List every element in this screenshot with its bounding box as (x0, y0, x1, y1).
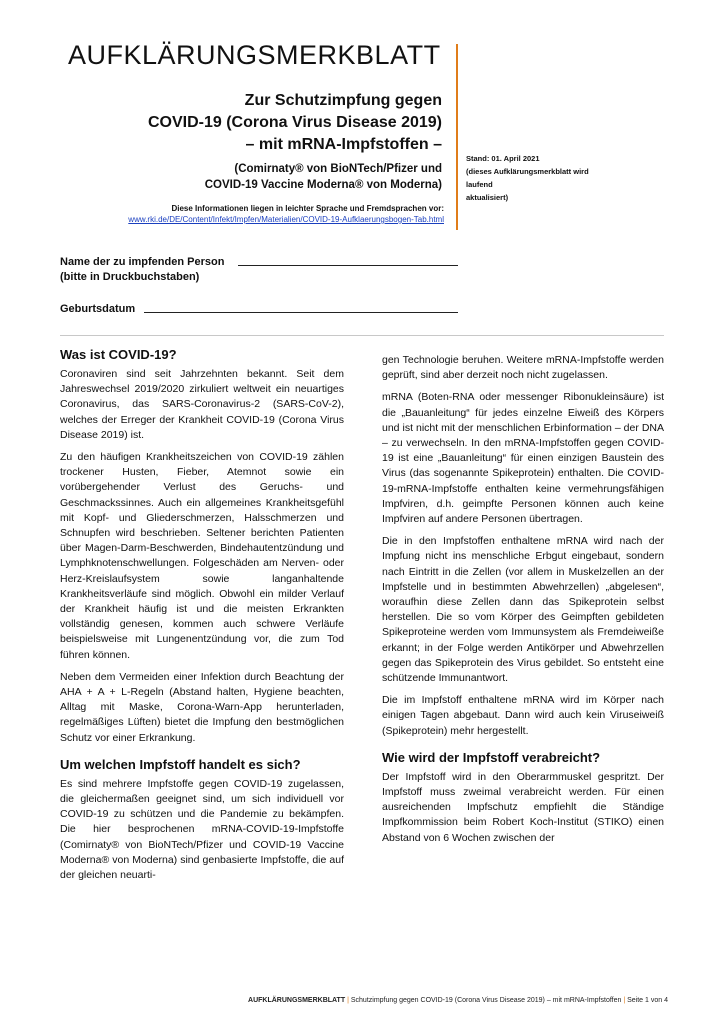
paragraph: Neben dem Vermeiden einer Infektion durch Beachtung der AHA + A + L-Regeln (Abstand halten, Hygiene beachten, Alltag mit Maske, Corona-Warn-App herunterladen, regelmäßiges Lüften) bietet die Impfung den bestmöglichen Schutz vor einer Erkrankung. (60, 670, 344, 744)
section-heading-what-is-covid: Was ist COVID-19? (60, 347, 177, 362)
version-note (466, 152, 606, 204)
footer-subtitle: Schutzimpfung gegen COVID-19 (Corona Virus Disease 2019) – mit mRNA-Impfstoffen (350, 997, 622, 1004)
footer-separator: | (623, 997, 626, 1004)
info-link[interactable]: www.rki.de/DE/Content/Infekt/Impfen/Materialien/COVID-19-Aufklaerungsbogen-Tab.html (128, 215, 444, 224)
language-info: Diese Informationen liegen in leichter Sprache und Fremdsprachen vor: (171, 204, 444, 213)
paragraph: Die in den Impfstoffen enthaltene mRNA wird nach der Impfung nicht ins menschliche Erbgut eingebaut, sondern nach Eintritt in die Zellen (vor allem in Muskelzellen an der Impfstelle und in bestimmten Abwehrzellen) „abgelesen“, woraufhin diese Zellen dann das Spikeprotein selbst herstellen. Die so vom Körper des Geimpften gebildeten Spikeproteine werden vom Immunsystem als Fremdeiweiße erkannt; in der Folge werden Antikörper und Abwehrzellen gegen das Spikeprotein des Virus gebildet. So entsteht eine schützende Immunantwort. (382, 535, 664, 685)
name-field-hint: (bitte in Druckbuchstaben) (60, 271, 200, 283)
footer-separator: | (347, 997, 349, 1004)
name-field[interactable] (238, 265, 458, 266)
paragraph: Der Impfstoff wird in den Oberarmmuskel gespritzt. Der Impfstoff muss zweimal verabreicht werden. Für einen ausreichenden Impfschutz empfiehlt die Ständige Impfkommission beim Robert Koch-Institut (STIKO) einen Abstand von 6 Wochen zwischen der (382, 770, 664, 844)
paragraph: Es sind mehrere Impfstoffe gegen COVID-19 zugelassen, die gleichermaßen geeignet sind, um sich individuell vor COVID-19 zu schützen und die Pandemie zu bekämpfen. Die hier besprochenen mRNA-COVID-19-Impfstoffe (Comirnaty® von BioNTech/Pfizer und COVID-19 Vaccine Moderna® von Moderna) sind genbasierte Impfstoffe, die auf der gleichen neuarti- (60, 777, 344, 882)
products-line-1: (Comirnaty® von BioNTech/Pfizer und (234, 163, 442, 175)
header-divider (456, 44, 458, 230)
birthdate-field-label: Geburtsdatum (60, 303, 136, 315)
subtitle-line-3: – mit mRNA-Impfstoffen – (245, 136, 442, 153)
section-heading-vaccine-type: Um welchen Impfstoff handelt es sich? (60, 756, 301, 772)
footer-title: AUFKLÄRUNGSMERKBLATT (248, 997, 346, 1004)
section-heading-administration: Wie wird der Impfstoff verabreicht? (382, 749, 601, 765)
page-footer (160, 997, 668, 1004)
right-column (382, 353, 664, 853)
document-title: AUFKLÄRUNGSMERKBLATT (68, 40, 441, 70)
page-number: Seite 1 von 4 (627, 997, 668, 1004)
subtitle-line-2: COVID-19 (Corona Virus Disease 2019) (147, 114, 442, 131)
products-line-2: COVID-19 Vaccine Moderna® von Moderna) (204, 179, 442, 191)
version-date: Stand: 01. April 2021 (466, 154, 540, 163)
section-divider (60, 335, 664, 336)
left-column (60, 346, 344, 890)
birthdate-field[interactable] (144, 312, 458, 313)
paragraph: mRNA (Boten-RNA oder messenger Ribonukleinsäure) ist die „Bauanleitung“ für jedes einzelne Eiweiß des Körpers und ist nicht mit der menschlichen Erbinformation – der DNA – zu verwechseln. In den mRNA-Impfstoffen gegen COVID-19 ist eine „Bauanleitung“ für einen einzigen Baustein des Virus (das sogenannte Spikeprotein) enthalten. Die COVID-19-mRNA-Impfstoffe enthalten keine vermehrungsfähigen Impfviren, d.h. geimpfte Personen können auch keine Impfviren auf andere Personen übertragen. (382, 391, 664, 526)
name-field-label: Name der zu impfenden Person (60, 256, 225, 268)
paragraph: Zu den häufigen Krankheitszeichen von COVID-19 zählen trockener Husten, Fieber, Atemnot sowie ein vorübergehender Verlust des Geruchs- und Geschmackssinnes. Auch ein allgemeines Krankheitsgefühl mit Kopf- und Gliederschmerzen, Halsschmerzen und Schnupfen wird beschrieben. Seltener berichten Patienten über Magen-Darm-Beschwerden, Bindehautentzündung und Lymphknotenschwellungen. Folgeschäden am Nerven- oder Herz-Kreislaufsystem sowie langanhaltende Krankheitsverläufe sind möglich. Obwohl ein milder Verlauf der Krankheit häufig ist und die meisten Erkrankten vollständig genesen, kommen auch schwere Verläufe beispielsweise mit Lungenentzündung vor, die zum Tod führen können. (60, 451, 344, 661)
paragraph: gen Technologie beruhen. Weitere mRNA-Impfstoffe werden geprüft, sind aber derzeit noch nicht zugelassen. (382, 354, 664, 382)
paragraph: Die im Impfstoff enthaltene mRNA wird im Körper nach einigen Tagen abgebaut. Dann wird auch kein Viruseiweiß (Spikeprotein) mehr hergestellt. (382, 694, 664, 737)
version-note-line-3: aktualisiert) (466, 193, 509, 202)
subtitle-line-1: Zur Schutzimpfung gegen (244, 92, 442, 109)
version-note-line-2: (dieses Aufklärungsmerkblatt wird laufend (466, 167, 589, 189)
paragraph: Coronaviren sind seit Jahrzehnten bekannt. Seit dem Jahreswechsel 2019/2020 zirkuliert weltweit ein neuartiges Coronavirus, das SARS-Coronavirus-2 (SARS-CoV-2), welches der Erreger der Krankheit COVID-19 (Corona Virus Disease 2019) ist. (60, 368, 344, 441)
